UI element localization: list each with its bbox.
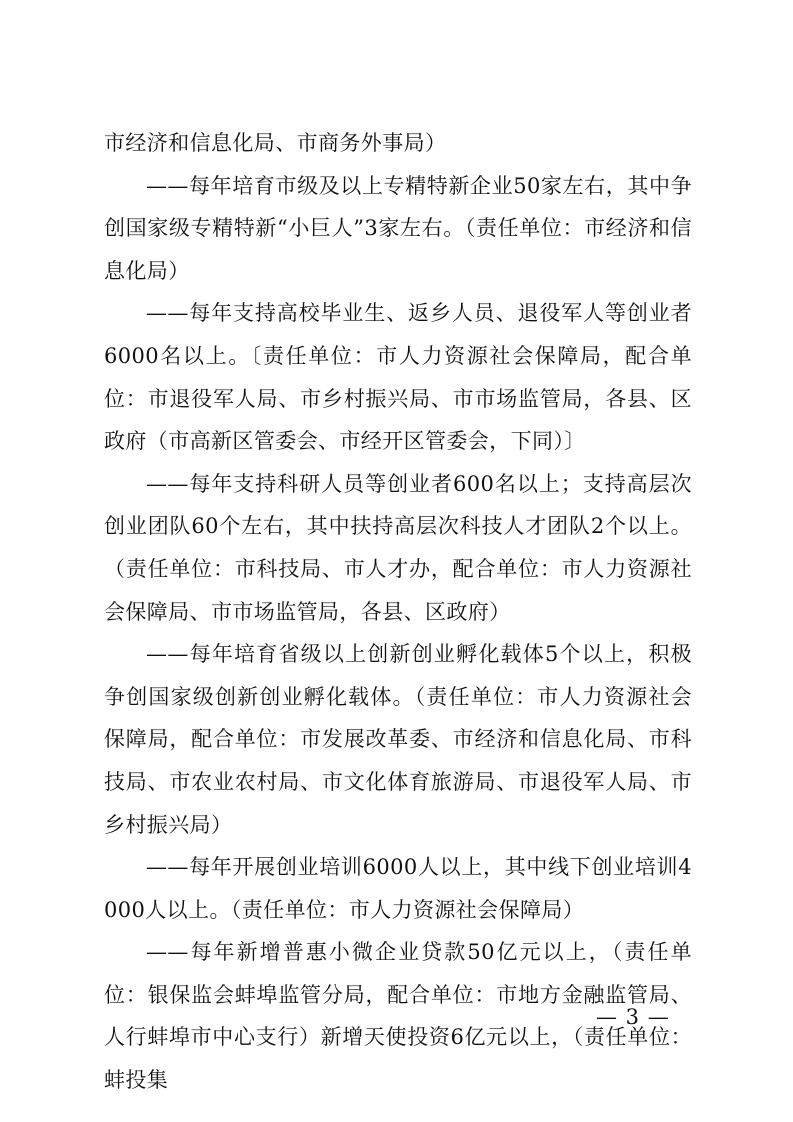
- paragraph-incubation-carriers: ——每年培育省级以上创新创业孵化载体5个以上，积极争创国家级创新创业孵化载体。（责任单位：市人力资源社会保障局，配合单位：市发展改革委、市经济和信息化局、市科技局、市农业农村局、市文化体育旅游局、市退役军人局、市乡村振兴局）: [104, 642, 692, 837]
- paragraph-entrepreneurship-training: ——每年开展创业培训6000人以上，其中线下创业培训4000人以上。（责任单位：市人力资源社会保障局）: [104, 855, 692, 922]
- paragraph-specialized-enterprises: ——每年培育市级及以上专精特新企业50家左右，其中争创国家级专精特新“小巨人”3家左右。（责任单位：市经济和信息化局）: [104, 173, 692, 283]
- document-body: [104, 122, 692, 1102]
- page-number: — 3 —: [596, 1005, 670, 1029]
- paragraph-small-business-loans: ——每年新增普惠小微企业贷款50亿元以上，（责任单位：银保监会蚌埠监管分局，配合单位：市地方金融监管局、人行蚌埠市中心支行）新增天使投资6亿元以上，（责任单位：蚌投集: [104, 940, 692, 1093]
- paragraph-entrepreneurs-support: ——每年支持高校毕业生、返乡人员、退役军人等创业者6000名以上。〔责任单位：市人力资源社会保障局，配合单位：市退役军人局、市乡村振兴局、市市场监管局，各县、区政府（市高新区管委会、市经开区管委会，下同）〕: [104, 301, 692, 454]
- paragraph-continuation: 市经济和信息化局、市商务外事局）: [104, 131, 447, 155]
- paragraph-research-entrepreneurs: ——每年支持科研人员等创业者600名以上；支持高层次创业团队60个左右，其中扶持高层次科技人才团队2个以上。（责任单位：市科技局、市人才办，配合单位：市人力资源社会保障局、市市场监管局，各县、区政府）: [104, 471, 692, 624]
